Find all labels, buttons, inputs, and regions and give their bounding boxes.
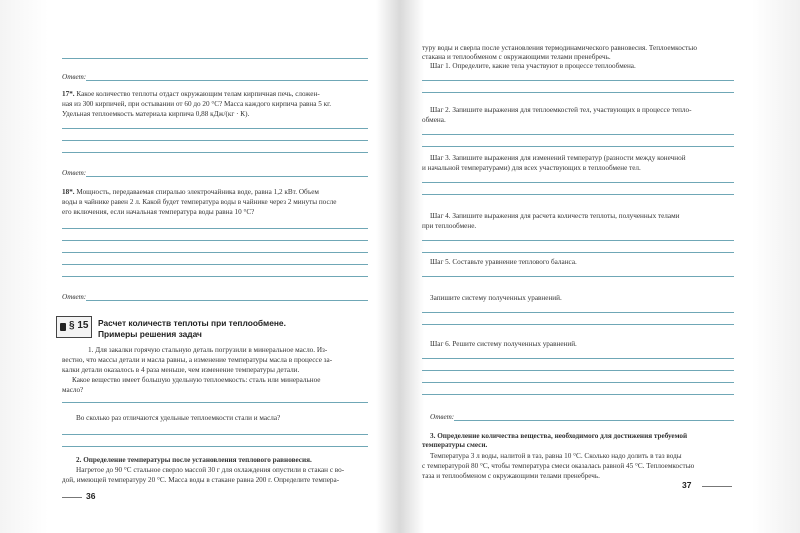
writing-line bbox=[422, 92, 734, 93]
writing-line bbox=[62, 252, 368, 253]
writing-line bbox=[62, 276, 368, 277]
problem-3-title: 3. Определение количества вещества, необходимого для достижения требуемой bbox=[430, 432, 688, 440]
answer-line bbox=[86, 300, 368, 301]
problem-1-text: Какое вещество имеет большую удельную теплоемкость: сталь или минеральное bbox=[72, 376, 321, 384]
pencil-icon bbox=[60, 323, 66, 331]
answer-line bbox=[454, 420, 734, 421]
section-badge bbox=[56, 316, 92, 338]
problem-1-text: масло? bbox=[62, 386, 84, 394]
problem-3-text: таза и теплообменом с окружающими телами пренебречь. bbox=[422, 472, 600, 480]
problem-2-continued: туру воды и сверла после установления термодинамического равновесия. Теплоемкостью bbox=[422, 44, 697, 52]
problem-1-text: 1. Для закалки горячую стальную деталь погрузили в минеральное масло. Из- bbox=[88, 346, 328, 354]
page-number: 36 bbox=[86, 491, 96, 501]
problem-2-title: 2. Определение температуры после установления теплового равновесия. bbox=[76, 456, 312, 464]
writing-line bbox=[422, 382, 734, 383]
problem-18-text: его включения, если начальная температура воды равна 10 °С? bbox=[62, 208, 255, 216]
right-page bbox=[400, 0, 800, 533]
writing-line bbox=[422, 312, 734, 313]
problem-2-continued: стакана и теплообменом с окружающими телами пренебречь. bbox=[422, 53, 611, 61]
section-number: § 15 bbox=[69, 320, 89, 331]
writing-line bbox=[422, 252, 734, 253]
problem-3-text: Температура 3 л воды, налитой в таз, равна 10 °С. Сколько надо долить в таз воды bbox=[430, 452, 682, 460]
page-number: 37 bbox=[682, 480, 692, 490]
answer-label: Ответ: bbox=[430, 413, 455, 421]
writing-line bbox=[422, 394, 734, 395]
system-prompt: Запишите систему полученных уравнений. bbox=[430, 294, 562, 302]
step-2: Шаг 2. Запишите выражения для теплоемкостей тел, участвующих в процессе тепло- bbox=[430, 106, 692, 114]
writing-line bbox=[62, 434, 368, 435]
answer-line bbox=[86, 80, 368, 81]
problem-18-text: воды в чайнике равен 2 л. Какой будет температура воды в чайнике через 2 минуты после bbox=[62, 198, 337, 206]
writing-line bbox=[62, 402, 368, 403]
problem-17-text: ная из 300 кирпичей, при остывании от 60 до 20 °С? Масса каждого кирпича равна 5 кг. bbox=[62, 100, 332, 108]
step-4: при теплообмене. bbox=[422, 222, 477, 230]
problem-17-text: 17*. Какое количество теплоты отдаст окружающим телам кирпичная печь, сложен- bbox=[62, 90, 320, 98]
question-text: Во сколько раз отличаются удельные теплоемкости стали и масла? bbox=[76, 414, 281, 422]
writing-line bbox=[62, 228, 368, 229]
problem-3-title: температуры смеси. bbox=[422, 441, 488, 449]
writing-line bbox=[422, 240, 734, 241]
answer-label: Ответ: bbox=[62, 169, 87, 177]
writing-line bbox=[62, 128, 368, 129]
writing-line bbox=[62, 140, 368, 141]
problem-2-text: Нагретое до 90 °С стальное сверло массой 30 г для охлаждения опустили в стакан с во- bbox=[76, 466, 345, 474]
step-2: обмена. bbox=[422, 116, 446, 124]
writing-line bbox=[422, 370, 734, 371]
problem-18-text: 18*. Мощность, передаваемая спиралью электрочайника воде, равна 1,2 кВт. Объем bbox=[62, 188, 319, 196]
step-6: Шаг 6. Решите систему полученных уравнений. bbox=[430, 340, 577, 348]
problem-2-text: дой, имеющей температуру 20 °С. Масса воды в стакане равна 200 г. Определите темпера- bbox=[62, 476, 340, 484]
writing-line bbox=[62, 240, 368, 241]
writing-line bbox=[62, 152, 368, 153]
writing-line bbox=[62, 446, 368, 447]
writing-line bbox=[422, 80, 734, 81]
writing-line bbox=[62, 58, 368, 59]
problem-3-text: с температурой 80 °С, чтобы температура смеси оказалась равной 45 °С. Теплоемкостью bbox=[422, 462, 695, 470]
problem-17-text: Удельная теплоемкость материала кирпича 0,88 кДж/(кг · К). bbox=[62, 110, 250, 118]
problem-1-text: калки детали оказалось в 4 раза меньше, чем изменение температуры детали. bbox=[62, 366, 300, 374]
step-3: Шаг 3. Запишите выражения для изменений температур (разности между конечной bbox=[430, 154, 686, 162]
step-5: Шаг 5. Составьте уравнение теплового баланса. bbox=[430, 258, 577, 266]
step-4: Шаг 4. Запишите выражения для расчета количеств теплоты, полученных телами bbox=[430, 212, 680, 220]
writing-line bbox=[422, 182, 734, 183]
writing-line bbox=[422, 276, 734, 277]
page-number-rule bbox=[702, 486, 732, 487]
writing-line bbox=[422, 324, 734, 325]
step-3: и начальной температурами) для всех участвующих в теплообмене тел. bbox=[422, 164, 641, 172]
writing-line bbox=[422, 194, 734, 195]
writing-line bbox=[62, 264, 368, 265]
page-number-rule bbox=[62, 497, 82, 498]
answer-label: Ответ: bbox=[62, 293, 87, 301]
writing-line bbox=[422, 146, 734, 147]
writing-line bbox=[422, 358, 734, 359]
answer-label: Ответ: bbox=[62, 73, 87, 81]
writing-line bbox=[422, 134, 734, 135]
answer-line bbox=[86, 176, 368, 177]
section-title: Расчет количеств теплоты при теплообмене. Примеры решения задач bbox=[98, 318, 286, 339]
problem-1-text: вестно, что массы детали и масла равны, а изменение температуры масла в процессе за- bbox=[62, 356, 333, 364]
step-1: Шаг 1. Определите, какие тела участвуют в процессе теплообмена. bbox=[430, 62, 636, 70]
